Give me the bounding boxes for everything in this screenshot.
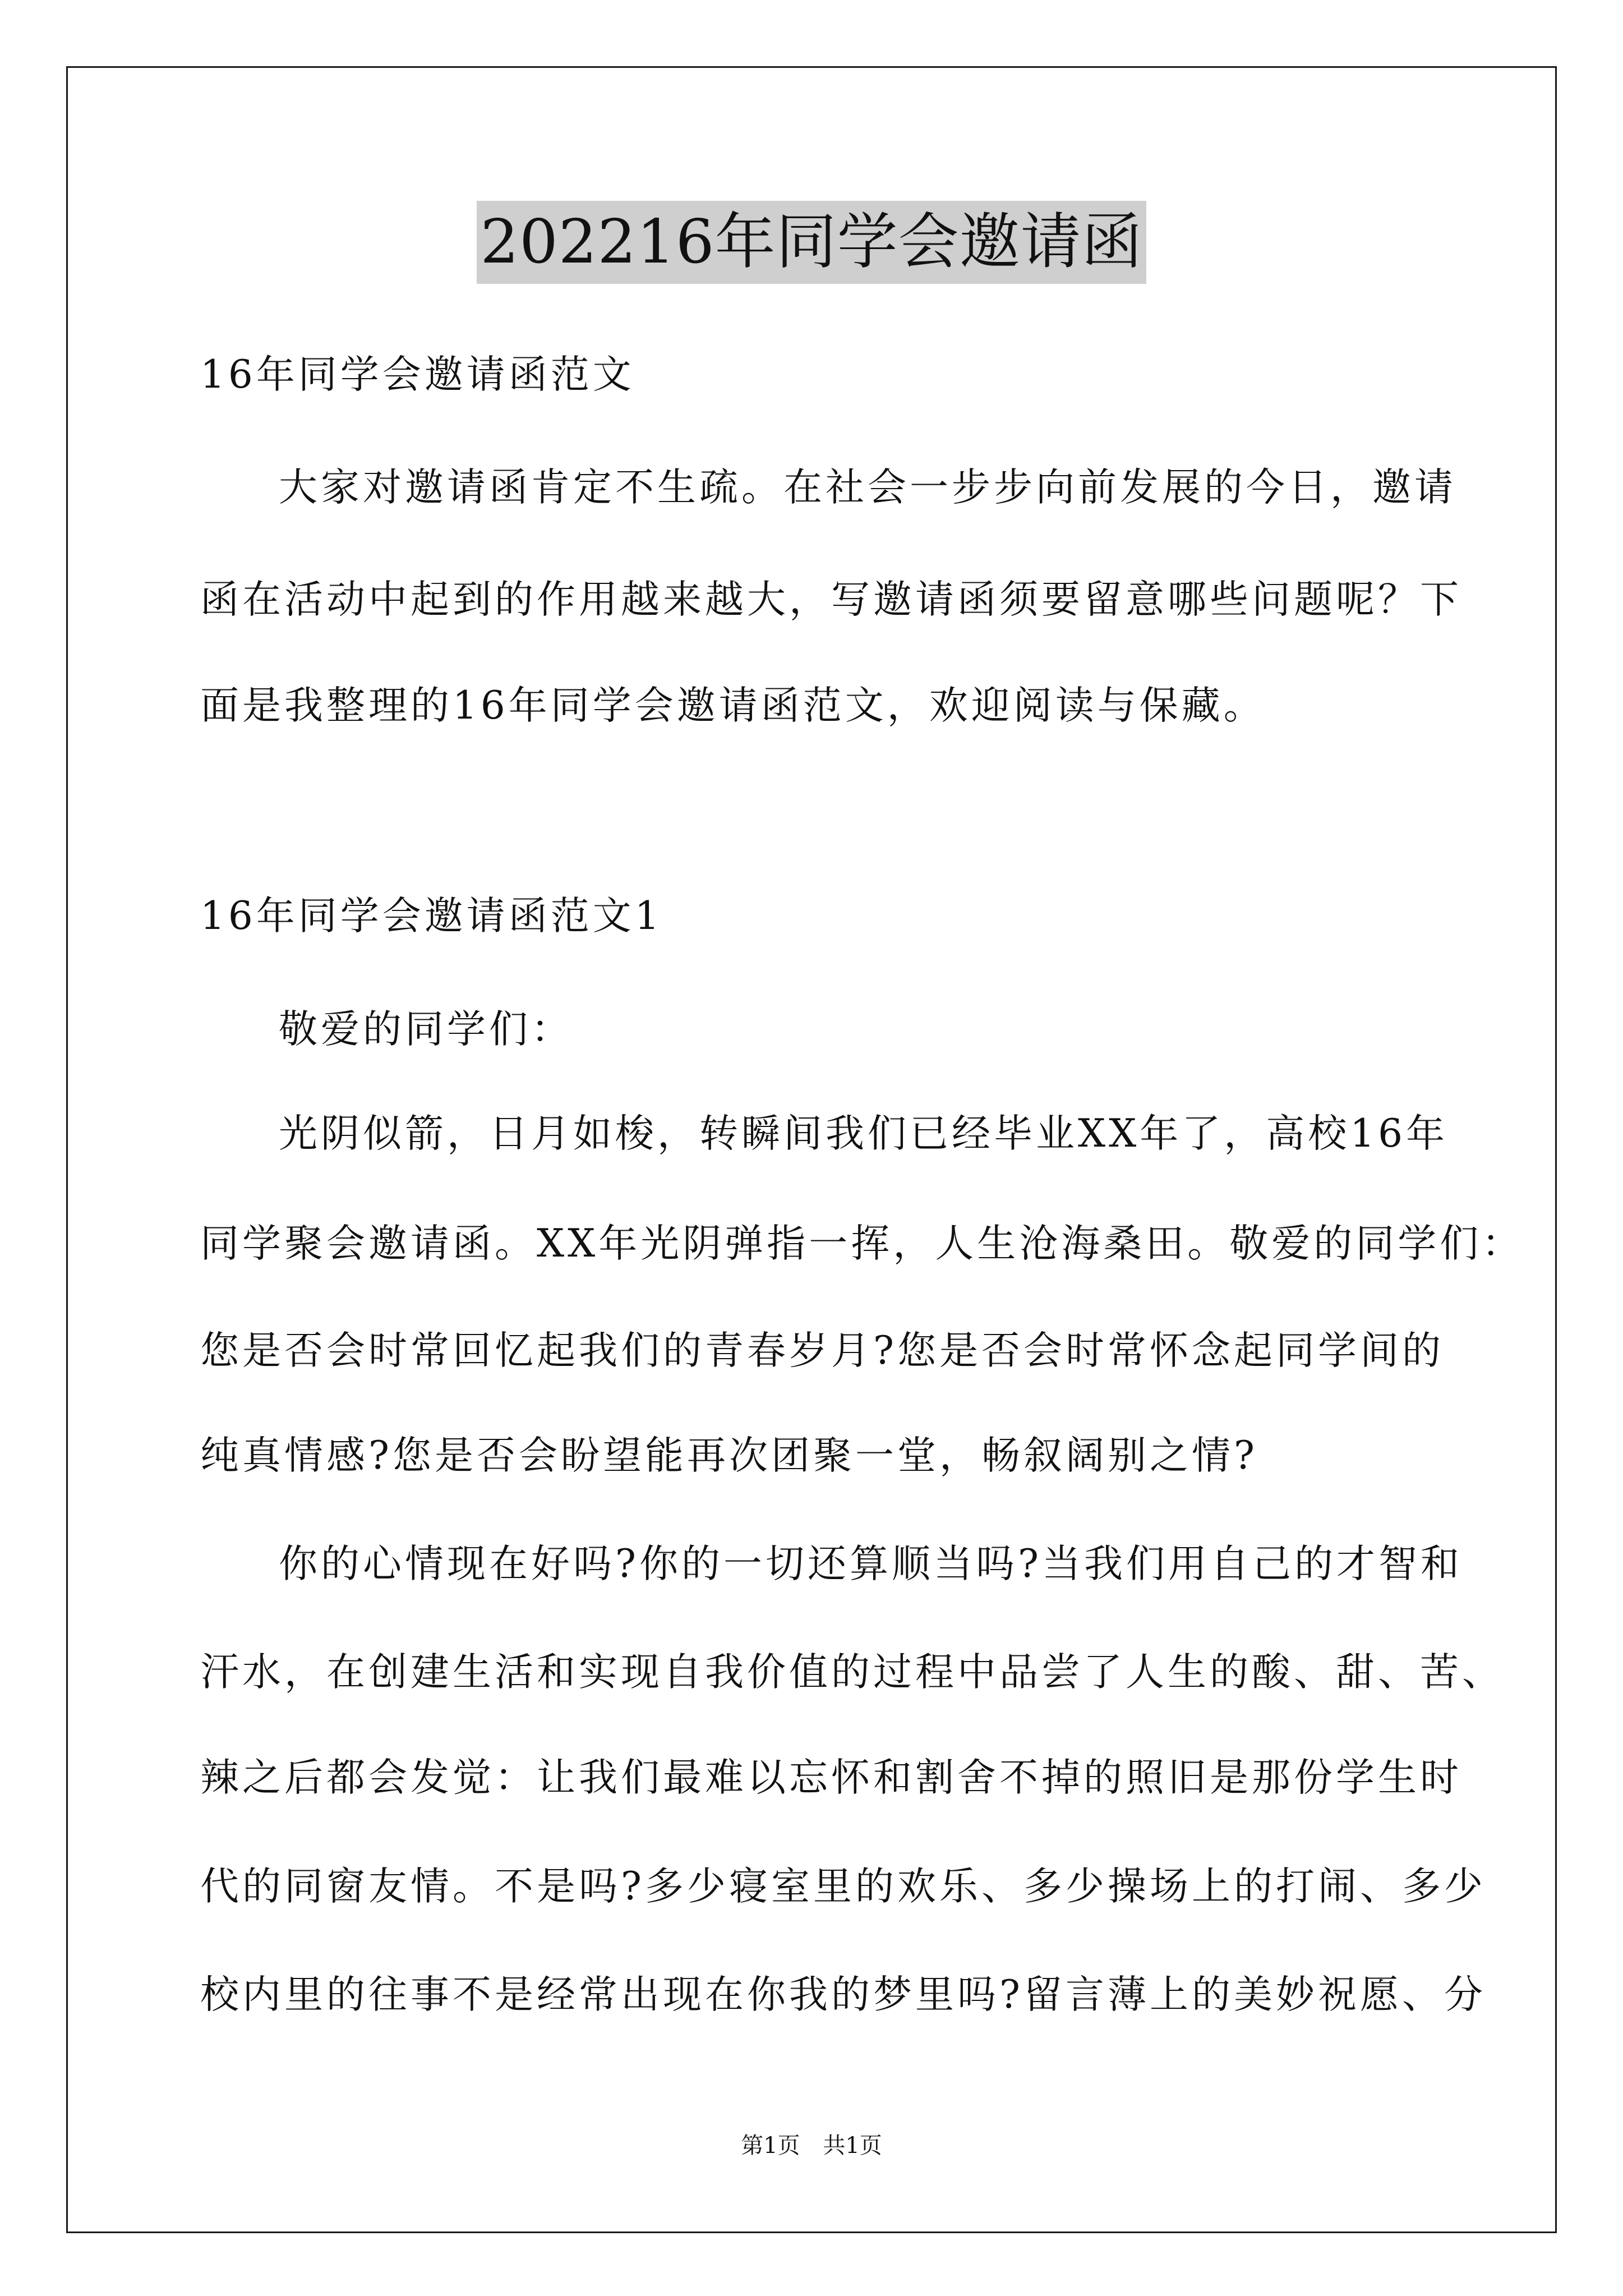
paragraph-line: 光阴似箭，日月如梭，转瞬间我们已经毕业XX年了，高校16年	[279, 1111, 1449, 1156]
paragraph-line: 汗水，在创建生活和实现自我价值的过程中品尝了人生的酸、甜、苦、	[200, 1650, 1504, 1695]
paragraph-line: 你的心情现在好吗?你的一切还算顺当吗?当我们用自己的才智和	[279, 1542, 1463, 1586]
paragraph-line: 函在活动中起到的作用越来越大，写邀请函须要留意哪些问题呢？下	[200, 577, 1462, 622]
section-heading: 16年同学会邀请函范文1	[200, 894, 663, 938]
paragraph-line: 辣之后都会发觉：让我们最难以忘怀和割舍不掉的照旧是那份学生时	[200, 1755, 1462, 1800]
title-container	[0, 201, 1623, 284]
paragraph-line: 同学聚会邀请函。XX年光阴弹指一挥，人生沧海桑田。敬爱的同学们：	[200, 1221, 1524, 1266]
page-footer	[0, 2129, 1623, 2162]
subtitle-line: 16年同学会邀请函范文	[200, 352, 635, 397]
salutation-line: 敬爱的同学们：	[279, 1007, 573, 1052]
page-number: 第1页	[741, 2133, 800, 2159]
paragraph-line: 面是我整理的16年同学会邀请函范文，欢迎阅读与保藏。	[200, 683, 1266, 728]
page-total: 共1页	[823, 2133, 882, 2159]
paragraph-line: 代的同窗友情。不是吗?多少寝室里的欢乐、多少操场上的打闹、多少	[200, 1864, 1486, 1909]
paragraph-line: 您是否会时常回忆起我们的青春岁月?您是否会时常怀念起同学间的	[200, 1328, 1444, 1373]
paragraph-line: 校内里的往事不是经常出现在你我的梦里吗?留言薄上的美妙祝愿、分	[200, 1972, 1486, 2017]
paragraph-line: 纯真情感?您是否会盼望能再次团聚一堂，畅叙阔别之情?	[200, 1433, 1258, 1478]
paragraph-line: 大家对邀请函肯定不生疏。在社会一步步向前发展的今日，邀请	[279, 465, 1456, 510]
document-title: 202216年同学会邀请函	[477, 201, 1146, 284]
